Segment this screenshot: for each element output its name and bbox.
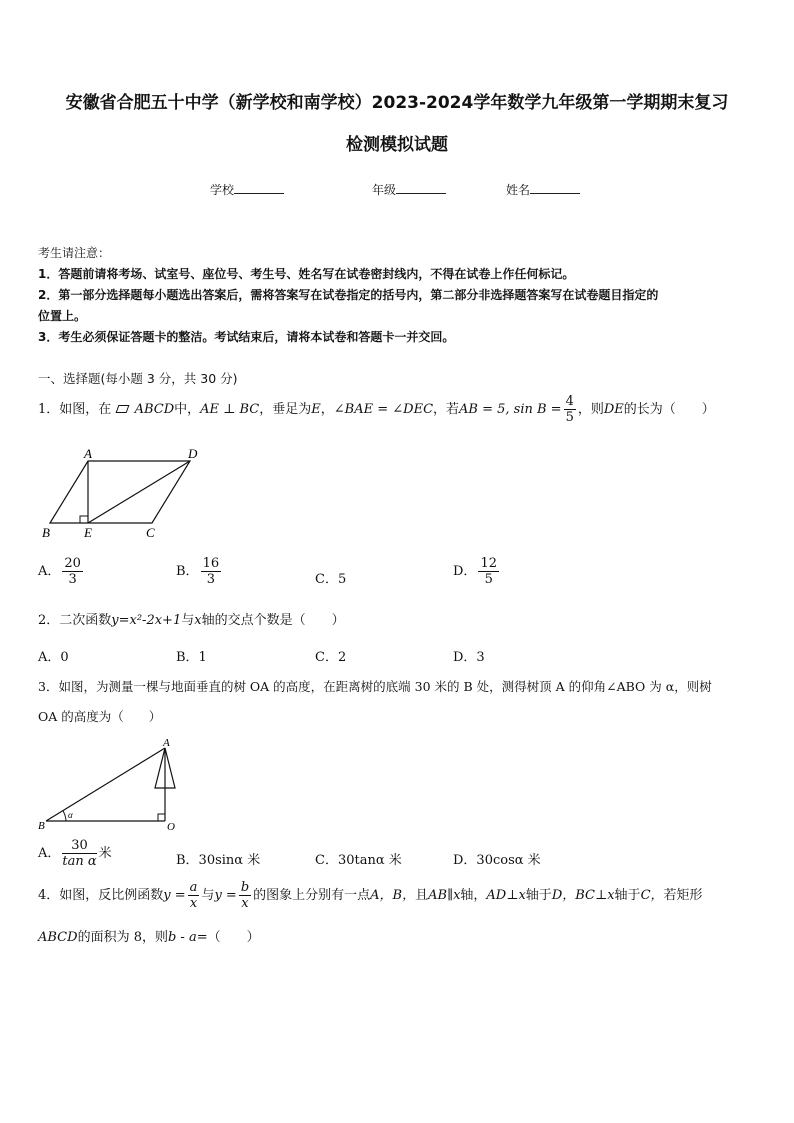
grade-field — [372, 181, 446, 198]
school-blank — [234, 182, 284, 194]
q2-stem: 2．二次函数y=x²-2x+1与x轴的交点个数是（ ） — [38, 613, 345, 628]
q1-text-6: E — [311, 402, 321, 417]
q1-option-c: C．5 — [315, 572, 347, 587]
q3-stem-line1: 3．如图，为测量一棵与地面垂直的树 OA 的高度，在距离树的底端 30 米的 B 处，测得树顶 A 的仰角∠ABO 为 α，则树 — [38, 679, 712, 694]
q1-text-5: ，垂足为 — [259, 402, 312, 417]
q1-text-3: 中， — [174, 402, 201, 417]
label-d: D — [188, 446, 198, 461]
q1-option-a: A． $\frac{20}{3}$ — [38, 556, 81, 587]
q1-fraction: $\frac{4}{5}$ — [565, 394, 574, 425]
q1-text-4: AE ⊥ BC — [200, 402, 260, 417]
q1-text-1: 1．如图，在 — [38, 402, 112, 417]
q4-stem-line2: ABCD的面积为 8，则b - a=（ ） — [38, 930, 260, 945]
q1-text-10: AB = 5, sin B = — [459, 402, 562, 417]
q3-stem-line2: OA 的高度为（ ） — [38, 709, 162, 724]
q1-text-11: ，则 — [577, 402, 604, 417]
page-title-line2: 检测模拟试题 — [346, 135, 448, 155]
right-angle-mark — [158, 814, 165, 821]
notice-item-3: 3．考生必须保证答题卡的整洁。考试结束后，请将本试卷和答题卡一并交回。 — [38, 330, 455, 344]
label-alpha: α — [68, 810, 73, 820]
q1-text-8: ∠BAE = ∠DEC — [333, 402, 434, 417]
q1-text-7: ， — [320, 402, 334, 417]
q3-option-a: A． $\frac{30}{\text{tan α}}$ 米 — [38, 838, 112, 869]
grade-label: 年级 — [372, 183, 397, 197]
notice-item-1: 1．答题前请将考场、试室号、座位号、考生号、姓名写在试卷密封线内，不得在试卷上作任何标记。 — [38, 267, 575, 281]
q2-option-c: C．2 — [315, 650, 347, 665]
notice-heading: 考生请注意： — [38, 246, 111, 260]
label-b: B — [38, 820, 45, 832]
parallelogram-shape — [50, 461, 190, 523]
label-a: A — [163, 737, 170, 749]
q3-option-d: D．30cosα 米 — [453, 853, 541, 868]
page-title-line1: 安徽省合肥五十中学（新学校和南学校）2023-2024学年数学九年级第一学期期末复习 — [65, 93, 729, 113]
q1-parallelogram-figure — [38, 444, 218, 544]
line-of-sight — [46, 748, 165, 821]
notice-block — [38, 243, 758, 348]
right-angle-mark — [80, 516, 88, 523]
q1-text-2: ABCD — [134, 402, 175, 417]
name-blank — [530, 182, 580, 194]
q2-option-d: D．3 — [453, 650, 485, 665]
q3-option-b: B．30sinα 米 — [176, 853, 261, 868]
school-field — [210, 181, 284, 198]
q2-option-b: B．1 — [176, 650, 207, 665]
q1-text-13: 的长为（ ） — [623, 402, 715, 417]
q1-text-9: ，若 — [433, 402, 460, 417]
label-c: C — [146, 525, 155, 540]
parallelogram-icon — [116, 405, 130, 413]
q4-stem-line1: 4．如图，反比例函数y = $\frac{a}{x}$ 与y = $\frac{b}{x}$ 的图象上分别有一点A，B，且AB∥x轴，AD⊥x轴于D，BC⊥x轴于C，若矩形 — [38, 880, 703, 911]
segment-de — [88, 461, 190, 523]
name-label: 姓名 — [506, 183, 531, 197]
notice-item-2-cont: 位置上。 — [38, 309, 87, 323]
school-label: 学校 — [210, 183, 235, 197]
grade-blank — [396, 182, 446, 194]
name-field — [506, 181, 580, 198]
q2-option-a: A．0 — [38, 650, 69, 665]
section-heading: 一、选择题(每小题 3 分，共 30 分) — [38, 371, 238, 386]
label-b: B — [42, 525, 50, 540]
q1-option-d: D． $\frac{12}{5}$ — [453, 556, 497, 587]
q1-stem — [38, 394, 715, 425]
label-e: E — [84, 525, 92, 540]
q3-tree-figure — [36, 736, 186, 836]
q3-option-c: C．30tanα 米 — [315, 853, 402, 868]
label-a: A — [84, 446, 92, 461]
q1-option-b: B． $\frac{16}{3}$ — [176, 556, 220, 587]
q1-text-12: DE — [603, 402, 624, 417]
angle-arc — [63, 811, 66, 821]
label-o: O — [167, 821, 175, 833]
notice-item-2: 2．第一部分选择题每小题选出答案后，需将答案写在试卷指定的括号内，第二部分非选择题答案写在试卷题目指定的 — [38, 288, 659, 302]
